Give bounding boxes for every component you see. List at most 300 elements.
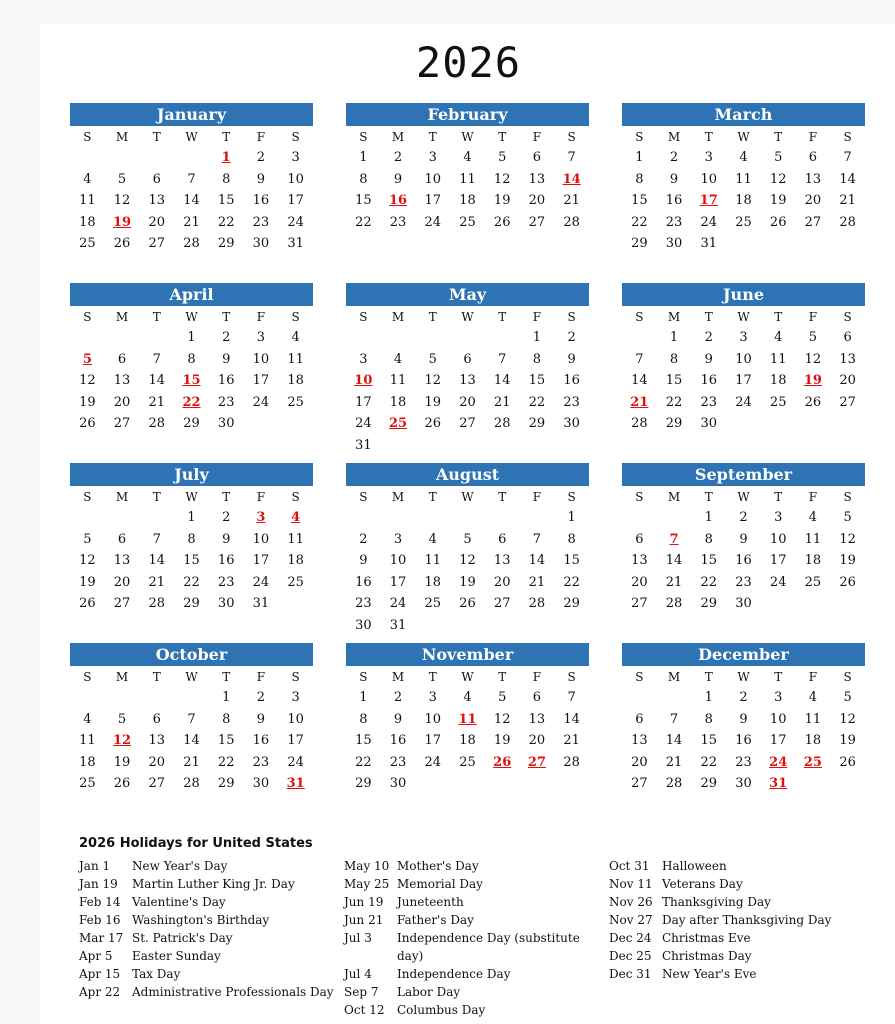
- day-cell: 22: [217, 214, 235, 230]
- week-row: [70, 147, 313, 169]
- day-cell: 18: [287, 373, 304, 388]
- holiday-date: Feb 14: [79, 895, 121, 909]
- weekday-label: T: [498, 130, 507, 144]
- day-cell: 11: [735, 171, 752, 187]
- weekday-label: M: [391, 130, 405, 144]
- holiday-list-item: [609, 857, 879, 875]
- day-cell: 18: [804, 733, 822, 748]
- day-cell: 21: [148, 574, 166, 590]
- empty-day-cell: [485, 327, 520, 349]
- weekday-label: S: [359, 490, 368, 504]
- holiday-day-cell: 1: [221, 150, 231, 165]
- day-cell: 8: [567, 531, 576, 547]
- holiday-name: Valentine's Day: [132, 895, 226, 909]
- day-cell: 7: [498, 351, 507, 367]
- day-cell: 22: [700, 574, 718, 590]
- day-cell: 3: [393, 531, 403, 547]
- day-cell: 8: [704, 531, 713, 547]
- day-cell: 15: [217, 733, 235, 748]
- day-cell: 10: [424, 711, 442, 727]
- holiday-day-cell: 27: [527, 754, 546, 770]
- day-cell: 8: [359, 171, 368, 187]
- day-cell: 16: [665, 193, 683, 208]
- day-cell: 6: [843, 330, 852, 345]
- holiday-column: [609, 857, 879, 983]
- week-row: [622, 752, 865, 774]
- week-row: [346, 529, 589, 551]
- empty-day-cell: [105, 687, 140, 709]
- day-cell: 6: [808, 150, 818, 165]
- day-cell: 30: [252, 236, 270, 251]
- day-cell: 17: [252, 373, 270, 388]
- day-cell: 11: [804, 531, 822, 547]
- week-row: [622, 593, 865, 615]
- week-row: [346, 392, 589, 414]
- day-cell: 27: [528, 214, 546, 230]
- day-cell: 8: [704, 711, 713, 727]
- holiday-list-item: [344, 911, 594, 929]
- day-cell: 26: [79, 596, 96, 611]
- empty-day-cell: [520, 615, 555, 637]
- day-cell: 29: [665, 416, 683, 431]
- week-row: [70, 392, 313, 414]
- weekday-label: S: [291, 490, 300, 504]
- weekday-label: W: [185, 490, 198, 504]
- day-cell: 16: [252, 193, 270, 208]
- day-cell: 10: [769, 711, 787, 727]
- day-cell: 30: [665, 236, 683, 251]
- weekday-label: T: [152, 490, 161, 504]
- empty-day-cell: [415, 327, 450, 349]
- day-cell: 26: [113, 776, 131, 791]
- week-row: [622, 370, 865, 392]
- holiday-name: Labor Day: [397, 985, 461, 999]
- weekday-label: S: [635, 130, 644, 144]
- day-cell: 14: [528, 553, 546, 568]
- empty-day-cell: [726, 413, 761, 435]
- day-cell: 11: [287, 351, 304, 367]
- weekday-label: M: [667, 490, 681, 504]
- day-cell: 22: [631, 214, 648, 230]
- day-cell: 10: [389, 553, 407, 568]
- day-cell: 8: [532, 351, 542, 367]
- day-cell: 5: [117, 711, 127, 727]
- day-cell: 27: [113, 416, 131, 431]
- weekday-label: S: [359, 130, 368, 144]
- weekday-label: S: [359, 670, 368, 684]
- day-cell: 4: [83, 711, 92, 727]
- day-cell: 30: [252, 776, 270, 791]
- weekday-label: F: [808, 490, 818, 504]
- day-cell: 26: [424, 416, 442, 431]
- day-cell: 16: [355, 574, 372, 590]
- weekday-label: T: [774, 130, 783, 144]
- day-cell: 3: [774, 690, 783, 705]
- weekday-header-row: [346, 667, 589, 687]
- day-cell: 29: [183, 596, 200, 611]
- month-june: [622, 283, 865, 463]
- month-header: August: [346, 463, 589, 486]
- day-cell: 11: [287, 531, 304, 547]
- holiday-day-cell: 14: [562, 171, 581, 187]
- month-november: [346, 643, 589, 823]
- day-cell: 10: [252, 531, 270, 547]
- week-row: [70, 687, 313, 709]
- day-cell: 6: [117, 531, 127, 547]
- empty-day-cell: [278, 593, 313, 615]
- holiday-name: Christmas Day: [662, 949, 752, 963]
- day-cell: 20: [804, 193, 822, 208]
- day-cell: 24: [700, 214, 718, 230]
- holiday-name: Thanksgiving Day: [662, 895, 771, 909]
- day-cell: 18: [459, 193, 476, 208]
- day-cell: 17: [287, 193, 304, 208]
- day-cell: 29: [183, 416, 200, 431]
- day-cell: 24: [355, 416, 372, 431]
- week-row: [622, 773, 865, 795]
- week-row: [346, 327, 589, 349]
- weekday-label: F: [808, 130, 818, 144]
- day-cell: 24: [769, 574, 787, 590]
- holiday-list-item: [344, 983, 594, 1001]
- day-cell: 25: [287, 574, 304, 590]
- holiday-date: Feb 16: [79, 913, 121, 927]
- empty-day-cell: [174, 687, 209, 709]
- day-cell: 26: [493, 214, 511, 230]
- holiday-day-cell: 31: [286, 776, 305, 791]
- day-cell: 20: [528, 733, 546, 748]
- day-cell: 17: [424, 733, 442, 748]
- empty-day-cell: [485, 773, 520, 795]
- holiday-date: Jan 19: [79, 877, 118, 891]
- week-row: [70, 529, 313, 551]
- day-cell: 21: [183, 214, 200, 230]
- month-header: January: [70, 103, 313, 126]
- weekday-label: M: [667, 130, 681, 144]
- weekday-header-row: [70, 127, 313, 147]
- holiday-name: Easter Sunday: [132, 949, 221, 963]
- weekday-label: T: [152, 670, 161, 684]
- day-cell: 27: [459, 416, 476, 431]
- day-cell: 4: [291, 330, 300, 345]
- day-cell: 3: [774, 510, 783, 525]
- day-cell: 29: [217, 236, 235, 251]
- day-cell: 28: [183, 776, 200, 791]
- day-cell: 13: [113, 553, 131, 568]
- day-cell: 15: [563, 553, 580, 568]
- day-cell: 21: [493, 394, 511, 410]
- day-cell: 20: [113, 574, 131, 590]
- empty-day-cell: [796, 233, 831, 255]
- weekday-label: T: [152, 310, 161, 324]
- day-cell: 28: [563, 754, 580, 770]
- week-row: [622, 169, 865, 191]
- day-cell: 17: [735, 373, 752, 388]
- day-cell: 23: [735, 574, 752, 590]
- weekday-label: W: [737, 670, 750, 684]
- holiday-list-item: [79, 875, 334, 893]
- day-cell: 15: [528, 373, 546, 388]
- holiday-list-item: [79, 947, 334, 965]
- week-row: [622, 190, 865, 212]
- day-cell: 11: [79, 193, 96, 208]
- week-row: [70, 233, 313, 255]
- weekday-label: T: [222, 670, 231, 684]
- day-cell: 2: [222, 330, 231, 345]
- day-cell: 20: [113, 394, 131, 410]
- day-cell: 1: [359, 150, 368, 165]
- holiday-day-cell: 11: [458, 711, 477, 727]
- day-cell: 8: [359, 711, 368, 727]
- weekday-header-row: [622, 487, 865, 507]
- weekday-label: S: [567, 490, 576, 504]
- day-cell: 9: [739, 531, 748, 547]
- day-cell: 13: [113, 373, 131, 388]
- empty-day-cell: [139, 507, 174, 529]
- holidays-section: [79, 836, 879, 1017]
- weekday-label: S: [359, 310, 368, 324]
- holiday-list-item: [79, 929, 334, 947]
- day-cell: 13: [839, 351, 856, 367]
- day-cell: 1: [359, 690, 368, 705]
- holiday-date: Apr 15: [79, 967, 121, 981]
- holiday-column: [79, 857, 334, 1001]
- weekday-header-row: [346, 127, 589, 147]
- holiday-day-cell: 3: [256, 510, 266, 525]
- day-cell: 11: [804, 711, 822, 727]
- week-row: [70, 593, 313, 615]
- day-cell: 4: [739, 150, 748, 165]
- weekday-label: W: [737, 490, 750, 504]
- holiday-day-cell: 22: [182, 394, 201, 410]
- day-cell: 12: [424, 373, 442, 388]
- holiday-date: Apr 5: [79, 949, 113, 963]
- holiday-name: Independence Day: [397, 967, 511, 981]
- month-header: March: [622, 103, 865, 126]
- day-cell: 16: [217, 373, 235, 388]
- day-cell: 9: [222, 531, 231, 547]
- weekday-label: S: [291, 130, 300, 144]
- month-october: [70, 643, 313, 823]
- month-header: May: [346, 283, 589, 306]
- day-cell: 23: [355, 596, 372, 611]
- month-january: [70, 103, 313, 283]
- holiday-name: St. Patrick's Day: [132, 931, 233, 945]
- holiday-name: Washington's Birthday: [132, 913, 270, 927]
- day-cell: 7: [152, 531, 161, 547]
- empty-day-cell: [174, 147, 209, 169]
- empty-day-cell: [796, 413, 831, 435]
- day-cell: 1: [187, 330, 196, 345]
- weekday-label: W: [737, 130, 750, 144]
- empty-day-cell: [244, 413, 279, 435]
- empty-day-cell: [450, 435, 485, 457]
- holiday-date: Dec 25: [609, 949, 652, 963]
- day-cell: 27: [631, 776, 648, 791]
- day-cell: 10: [735, 351, 752, 367]
- day-cell: 11: [459, 171, 476, 187]
- day-cell: 2: [669, 150, 679, 165]
- week-row: [622, 550, 865, 572]
- day-cell: 1: [567, 510, 576, 525]
- week-row: [622, 413, 865, 435]
- day-cell: 26: [839, 754, 856, 770]
- day-cell: 1: [669, 330, 679, 345]
- day-cell: 15: [700, 733, 718, 748]
- day-cell: 4: [83, 171, 92, 187]
- day-cell: 10: [700, 171, 718, 187]
- empty-day-cell: [450, 773, 485, 795]
- day-cell: 23: [389, 754, 407, 770]
- empty-day-cell: [139, 687, 174, 709]
- holiday-date: May 10: [344, 859, 390, 873]
- empty-day-cell: [622, 687, 657, 709]
- day-cell: 8: [635, 171, 644, 187]
- empty-day-cell: [830, 773, 865, 795]
- day-cell: 15: [700, 553, 718, 568]
- day-cell: 31: [700, 236, 718, 251]
- day-cell: 14: [148, 373, 166, 388]
- day-cell: 31: [355, 437, 372, 453]
- weekday-label: S: [843, 310, 852, 324]
- holiday-name: Juneteenth: [397, 895, 464, 909]
- day-cell: 11: [769, 351, 787, 367]
- day-cell: 26: [769, 214, 787, 230]
- holiday-day-cell: 25: [803, 754, 822, 770]
- weekday-header-row: [346, 307, 589, 327]
- day-cell: 10: [424, 171, 442, 187]
- day-cell: 5: [498, 150, 507, 165]
- holiday-date: Jun 19: [344, 895, 384, 909]
- empty-day-cell: [450, 507, 485, 529]
- day-cell: 19: [839, 553, 856, 568]
- day-cell: 1: [532, 330, 542, 345]
- holiday-day-cell: 24: [769, 754, 788, 770]
- empty-day-cell: [139, 327, 174, 349]
- empty-day-cell: [761, 593, 796, 615]
- day-cell: 25: [459, 214, 476, 230]
- weekday-label: S: [635, 490, 644, 504]
- week-row: [622, 327, 865, 349]
- months-grid: [70, 103, 866, 823]
- day-cell: 12: [804, 351, 822, 367]
- day-cell: 19: [493, 733, 511, 748]
- empty-day-cell: [346, 327, 381, 349]
- day-cell: 7: [567, 150, 576, 165]
- weekday-header-row: [70, 307, 313, 327]
- week-row: [346, 190, 589, 212]
- month-february: [346, 103, 589, 283]
- month-september: [622, 463, 865, 643]
- holiday-date: Mar 17: [79, 931, 124, 945]
- day-cell: 13: [148, 733, 166, 748]
- weekday-label: T: [428, 670, 437, 684]
- day-cell: 10: [252, 351, 270, 367]
- day-cell: 29: [528, 416, 546, 431]
- day-cell: 9: [256, 171, 266, 187]
- weekday-label: M: [391, 490, 405, 504]
- holiday-list-item: [609, 947, 879, 965]
- month-header: June: [622, 283, 865, 306]
- day-cell: 24: [389, 596, 407, 611]
- day-cell: 3: [291, 150, 300, 165]
- holiday-day-cell: 26: [493, 754, 512, 770]
- empty-day-cell: [657, 507, 692, 529]
- week-row: [70, 370, 313, 392]
- day-cell: 3: [739, 330, 748, 345]
- holiday-day-cell: 4: [291, 510, 301, 525]
- day-cell: 25: [804, 574, 822, 590]
- day-cell: 13: [493, 553, 511, 568]
- month-july: [70, 463, 313, 643]
- weekday-label: F: [256, 310, 266, 324]
- week-row: [622, 687, 865, 709]
- day-cell: 21: [839, 193, 856, 208]
- holiday-list-item: [79, 857, 334, 875]
- empty-day-cell: [520, 435, 555, 457]
- weekday-label: W: [737, 310, 750, 324]
- day-cell: 2: [704, 330, 713, 345]
- weekday-label: T: [498, 310, 507, 324]
- holiday-list-item: [609, 875, 879, 893]
- empty-day-cell: [520, 773, 555, 795]
- day-cell: 14: [631, 373, 648, 388]
- day-cell: 12: [79, 373, 96, 388]
- weekday-label: F: [256, 130, 266, 144]
- day-cell: 17: [424, 193, 442, 208]
- holiday-name: Day after Thanksgiving Day: [662, 913, 832, 927]
- day-cell: 29: [700, 596, 718, 611]
- week-row: [346, 593, 589, 615]
- day-cell: 5: [843, 510, 852, 525]
- empty-day-cell: [554, 773, 589, 795]
- day-cell: 18: [735, 193, 752, 208]
- day-cell: 27: [148, 776, 166, 791]
- day-cell: 23: [252, 754, 270, 770]
- day-cell: 30: [389, 776, 407, 791]
- day-cell: 1: [704, 510, 713, 525]
- empty-day-cell: [830, 413, 865, 435]
- day-cell: 28: [839, 214, 856, 230]
- day-cell: 8: [222, 171, 231, 187]
- day-cell: 31: [287, 236, 304, 251]
- day-cell: 5: [83, 531, 92, 547]
- day-cell: 14: [493, 373, 511, 388]
- weekday-label: T: [774, 310, 783, 324]
- day-cell: 7: [843, 150, 852, 165]
- empty-day-cell: [796, 593, 831, 615]
- weekday-label: M: [667, 670, 681, 684]
- weekday-label: W: [461, 310, 474, 324]
- day-cell: 9: [222, 351, 231, 367]
- day-cell: 1: [187, 510, 196, 525]
- holiday-list-item: [344, 875, 594, 893]
- day-cell: 28: [493, 416, 511, 431]
- day-cell: 27: [148, 236, 166, 251]
- holiday-day-cell: 31: [769, 776, 788, 791]
- holiday-name: New Year's Eve: [662, 967, 757, 981]
- holiday-list-item: [344, 965, 594, 983]
- day-cell: 7: [567, 690, 576, 705]
- holiday-day-cell: 19: [803, 373, 822, 388]
- holiday-date: Sep 7: [344, 985, 379, 999]
- day-cell: 25: [287, 394, 304, 410]
- weekday-label: F: [532, 310, 542, 324]
- day-cell: 28: [148, 416, 166, 431]
- month-header: December: [622, 643, 865, 666]
- empty-day-cell: [485, 615, 520, 637]
- weekday-label: S: [83, 130, 92, 144]
